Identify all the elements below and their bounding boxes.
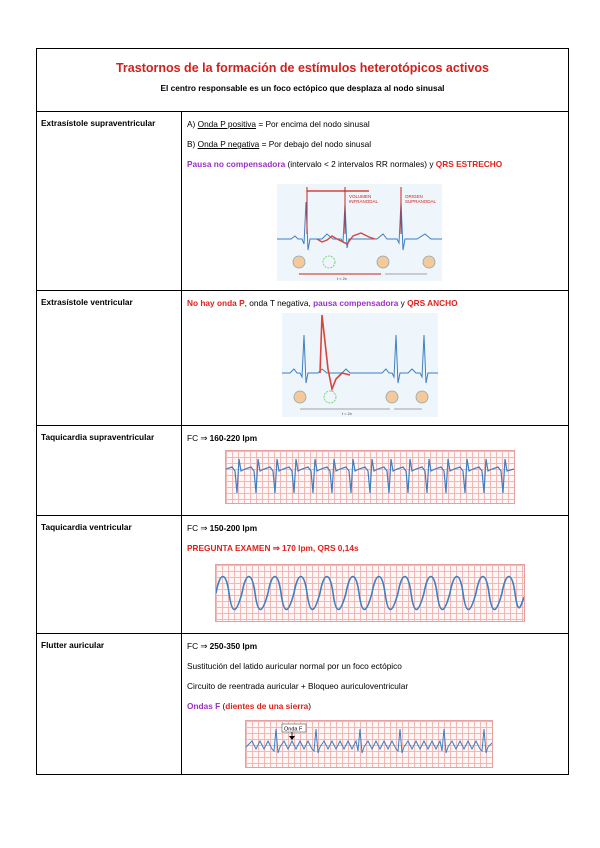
ecg-trace [226, 451, 514, 503]
line-onda-p-negativa: B) Onda P negativa = Por debajo del nodo sinusal [187, 139, 372, 149]
ecg-strip-svt [225, 450, 515, 504]
ecg-trace [216, 565, 524, 621]
row-extrasistole-supraventricular [37, 112, 568, 291]
svg-text:VOLUMEN: VOLUMEN [349, 194, 372, 199]
svg-text:INFRANODAL: INFRANODAL [349, 199, 379, 204]
row-label: Taquicardia ventricular [37, 516, 182, 633]
row-label: Extrasístole supraventricular [37, 112, 182, 290]
row-label: Extrasístole ventricular [37, 291, 182, 425]
line-circuito: Circuito de reentrada auricular + Bloqueo auriculoventricular [187, 681, 409, 691]
row-taquicardia-supraventricular [37, 426, 568, 516]
ecg-figure-supraventricular [277, 184, 442, 281]
svg-text:ORIGEN: ORIGEN [405, 194, 423, 199]
arrhythmia-table [36, 48, 569, 775]
row-extrasistole-ventricular [37, 291, 568, 426]
line-fc: FC ⇒ 250-350 lpm [187, 641, 258, 651]
row-label: Taquicardia supraventricular [37, 426, 182, 515]
row-content [182, 426, 568, 515]
line-sustitucion: Sustitución del latido auricular normal por un foco ectópico [187, 661, 402, 671]
svg-text:t < 2x: t < 2x [337, 276, 347, 281]
line-fc: FC ⇒ 150-200 lpm [187, 523, 258, 533]
row-content [182, 516, 568, 633]
line-ondas-f: Ondas F (dientes de una sierra) [187, 701, 312, 711]
table-header [37, 49, 568, 112]
row-content [182, 112, 568, 290]
row-content [182, 291, 568, 425]
svg-text:Onda F: Onda F [284, 726, 303, 733]
row-content [182, 634, 568, 774]
line-pregunta-examen: PREGUNTA EXAMEN ⇒ 170 lpm, QRS 0,14s [187, 543, 359, 553]
ecg-trace [246, 721, 492, 767]
line-description: No hay onda P, onda T negativa, pausa compensadora y QRS ANCHO [187, 298, 458, 308]
ecg-strip-flutter [245, 720, 493, 768]
row-label: Flutter auricular [37, 634, 182, 774]
svg-text:t = 2x: t = 2x [342, 411, 352, 416]
svg-text:SUPRANODAL: SUPRANODAL [405, 199, 437, 204]
page-subtitle: El centro responsable es un foco ectópico que desplaza al nodo sinusal [160, 83, 445, 93]
ecg-figure-ventricular [282, 313, 438, 417]
line-onda-p-positiva: A) Onda P positiva = Por encima del nodo sinusal [187, 119, 370, 129]
row-taquicardia-ventricular [37, 516, 568, 634]
page-title: Trastornos de la formación de estímulos heterotópicos activos [115, 61, 489, 75]
row-flutter-auricular [37, 634, 568, 774]
line-fc: FC ⇒ 160-220 lpm [187, 433, 258, 443]
ecg-strip-vt [215, 564, 525, 622]
line-pausa: Pausa no compensadora (intervalo < 2 intervalos RR normales) y QRS ESTRECHO [187, 159, 503, 169]
